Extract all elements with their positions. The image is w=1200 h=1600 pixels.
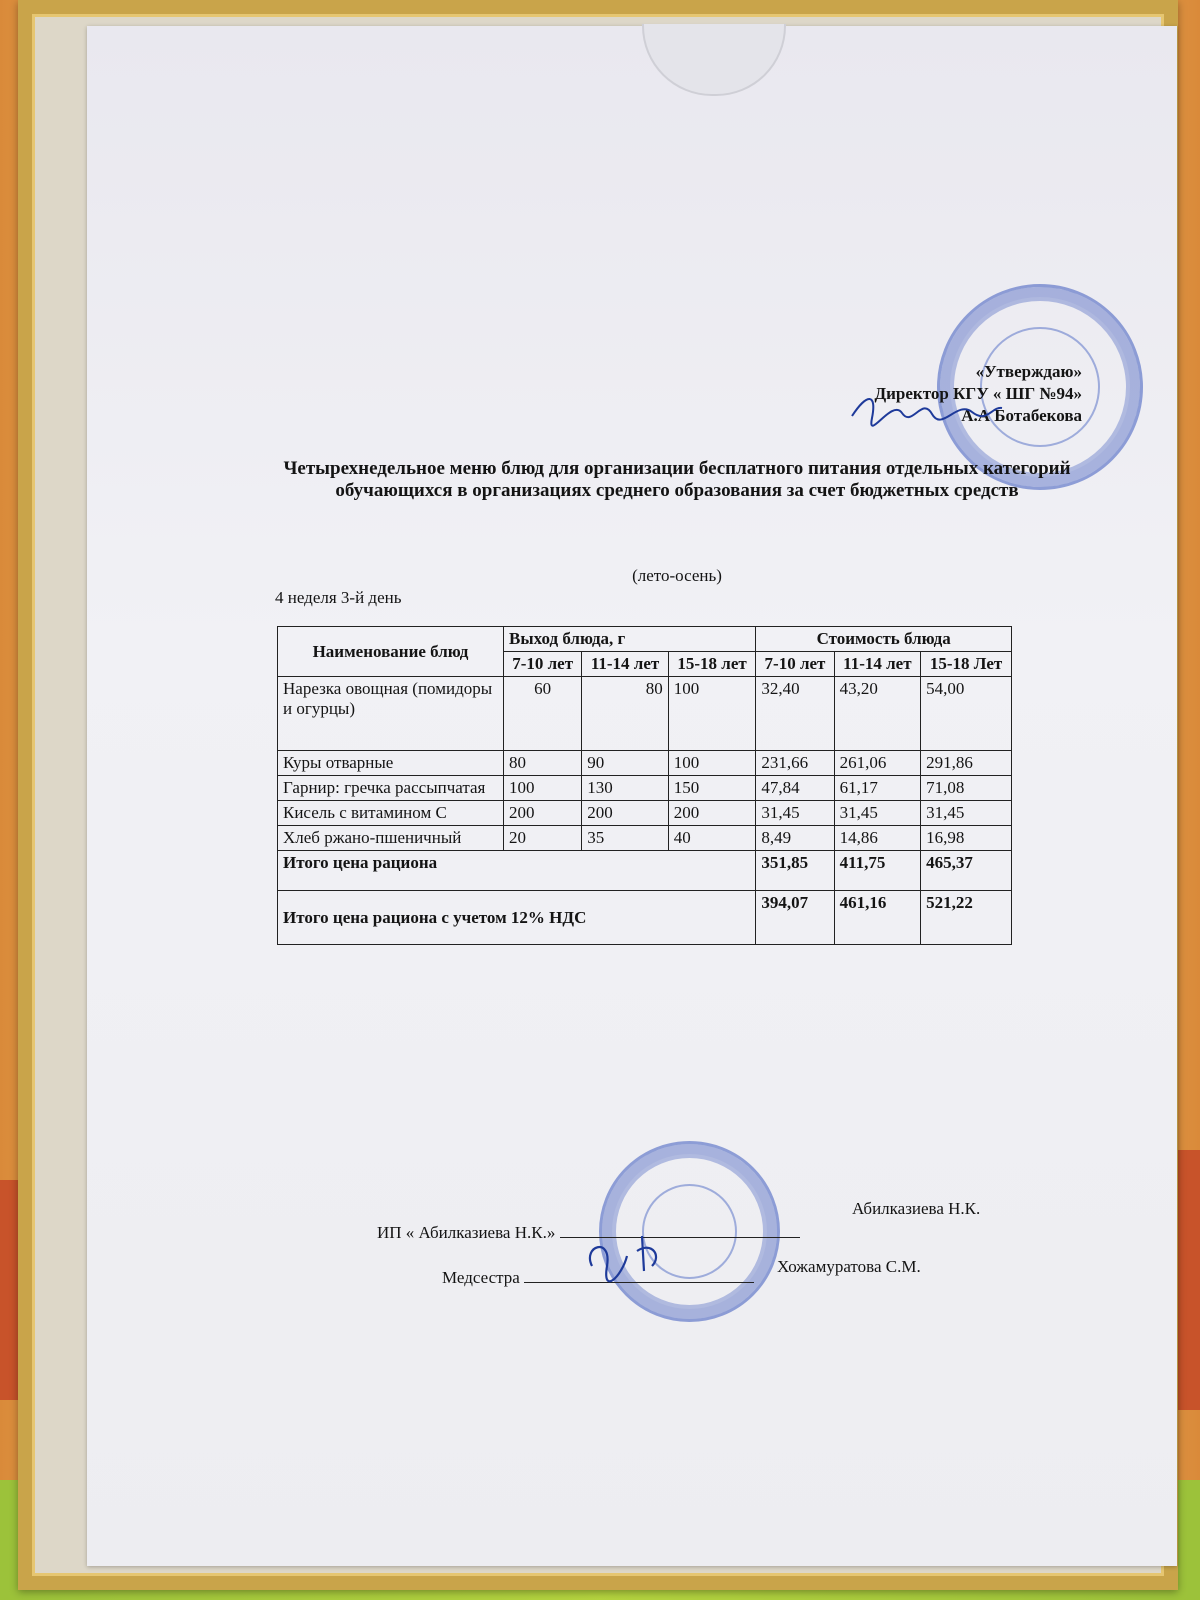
menu-table [277,626,1012,945]
yield-value: 100 [504,776,582,801]
cost-value: 31,45 [921,801,1012,826]
total-vat-value: 394,07 [756,891,834,945]
cost-value: 31,45 [834,801,921,826]
yield-value: 200 [504,801,582,826]
yield-value: 130 [582,776,669,801]
ip-name: Абилказиева Н.К. [852,1199,981,1218]
yield-value: 35 [582,826,669,851]
header-age-group: 15-18 лет [668,652,756,677]
table-header-row [278,627,1012,652]
header-age-group: 15-18 Лет [921,652,1012,677]
header-age-group: 7-10 лет [756,652,834,677]
total-vat-value: 461,16 [834,891,921,945]
total-vat-value: 521,22 [921,891,1012,945]
cost-value: 231,66 [756,751,834,776]
nurse-name: Хожамуратова С.М. [777,1257,921,1276]
header-age-group: 11-14 лет [582,652,669,677]
yield-value: 20 [504,826,582,851]
yield-value: 200 [582,801,669,826]
dish-name: Гарнир: гречка рассыпчатая [278,776,504,801]
header-age-group: 11-14 лет [834,652,921,677]
cost-value: 54,00 [921,677,1012,751]
document-title: Четырехнедельное меню блюд для организации бесплатного питания отдельных категорий обучающихся в организациях среднего образования за счет бюджетных средств [283,458,1071,501]
director-signature-icon [847,388,1007,428]
yield-value: 40 [668,826,756,851]
dish-name: Хлеб ржано-пшеничный [278,826,504,851]
dish-name: Кисель с витамином С [278,801,504,826]
ip-signature-icon [582,1226,702,1286]
season-label: (лето-осень) [632,566,722,585]
cost-value: 43,20 [834,677,921,751]
total-value: 351,85 [756,851,834,891]
cost-value: 16,98 [921,826,1012,851]
cost-value: 71,08 [921,776,1012,801]
week-day-label: 4 неделя 3-й день [275,588,402,607]
header-age-group: 7-10 лет [504,652,582,677]
document-content [87,26,1177,1566]
total-label: Итого цена рациона [278,851,756,891]
yield-value: 200 [668,801,756,826]
cost-value: 261,06 [834,751,921,776]
yield-value: 100 [668,677,756,751]
yield-value: 60 [504,677,582,751]
total-row [278,851,1012,891]
table-row [278,801,1012,826]
cost-value: 291,86 [921,751,1012,776]
yield-value: 90 [582,751,669,776]
approval-name: А.А Ботабекова [961,406,1082,425]
yield-value: 100 [668,751,756,776]
table-row [278,677,1012,751]
picture-frame [18,0,1178,1590]
header-dish-name: Наименование блюд [278,627,504,677]
cost-value: 31,45 [756,801,834,826]
table-row [278,776,1012,801]
table-row [278,751,1012,776]
cost-value: 14,86 [834,826,921,851]
cost-value: 8,49 [756,826,834,851]
menu-sheet [87,26,1177,1566]
nurse-label: Медсестра [442,1268,520,1287]
total-vat-row [278,891,1012,945]
ip-label: ИП « Абилказиева Н.К.» [377,1223,556,1242]
table-row [278,826,1012,851]
yield-value: 150 [668,776,756,801]
cost-value: 32,40 [756,677,834,751]
header-yield: Выход блюда, г [504,627,756,652]
total-value: 465,37 [921,851,1012,891]
yield-value: 80 [504,751,582,776]
yield-value: 80 [582,677,669,751]
total-vat-label: Итого цена рациона с учетом 12% НДС [278,891,756,945]
dish-name: Нарезка овощная (помидоры и огурцы) [278,677,504,751]
cost-value: 47,84 [756,776,834,801]
approval-position: Директор КГУ « ШГ №94» [874,384,1082,403]
dish-name: Куры отварные [278,751,504,776]
total-value: 411,75 [834,851,921,891]
cost-value: 61,17 [834,776,921,801]
approval-heading: «Утверждаю» [975,362,1082,381]
header-cost: Стоимость блюда [756,627,1012,652]
